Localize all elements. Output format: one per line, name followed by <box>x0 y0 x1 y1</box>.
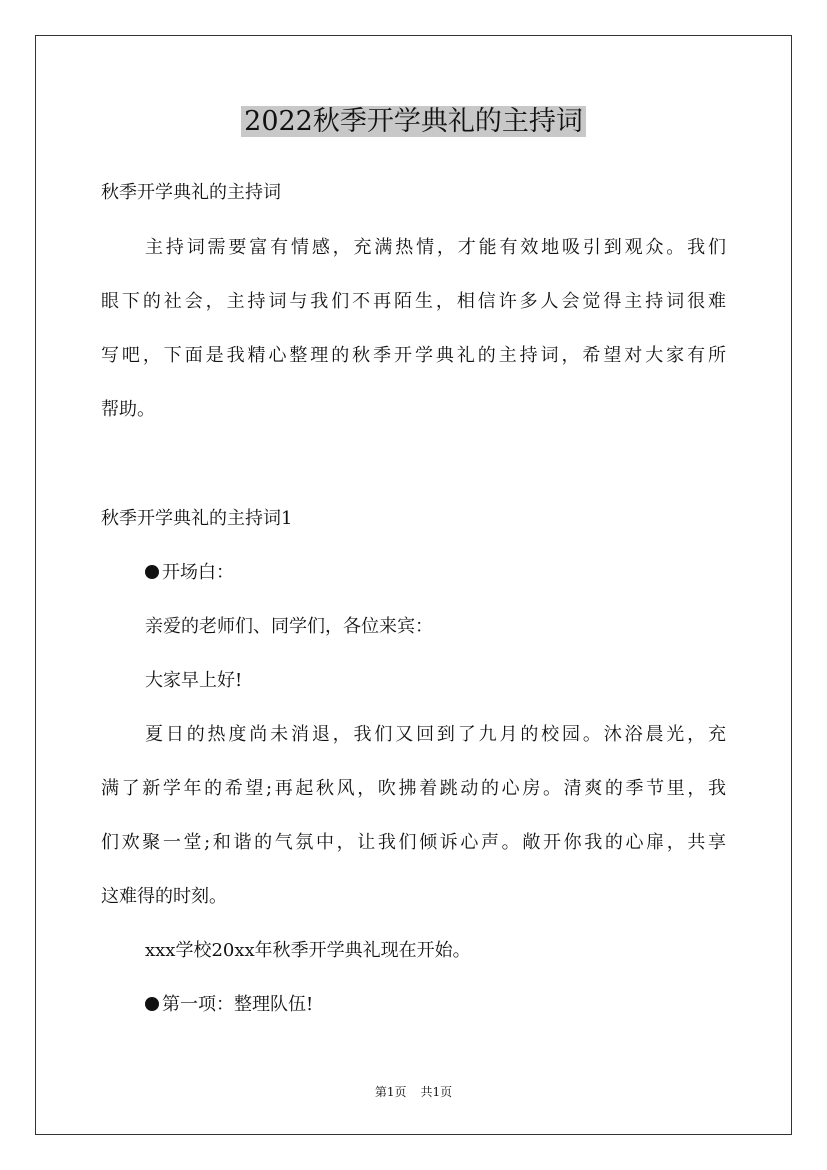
intro-line-3: 写吧，下面是我精心整理的秋季开学典礼的主持词，希望对大家有所 <box>101 345 726 366</box>
page-total: 共1页 <box>420 1085 453 1099</box>
intro-line-4: 帮助。 <box>101 399 155 420</box>
paragraph-line-4: 这难得的时刻。 <box>101 886 227 907</box>
document-subtitle: 秋季开学典礼的主持词 <box>101 182 281 203</box>
section-heading: 秋季开学典礼的主持词1 <box>101 508 293 529</box>
intro-line-1: 主持词需要富有情感，充满热情，才能有效地吸引到观众。我们 <box>145 237 726 258</box>
paragraph-line-1: 夏日的热度尚未消退，我们又回到了九月的校园。沐浴晨光，充 <box>145 724 726 745</box>
paragraph-line-2: 满了新学年的希望;再起秋风，吹拂着跳动的心房。清爽的季节里，我 <box>101 778 726 799</box>
page-number: 第1页 <box>374 1085 407 1099</box>
document-title <box>0 100 827 144</box>
agenda-item-one-text: 第一项：整理队伍! <box>162 994 314 1015</box>
good-morning-line: 大家早上好! <box>145 670 243 691</box>
start-announcement: xxx学校20xx年秋季开学典礼现在开始。 <box>145 940 471 961</box>
opening-label-line <box>145 559 234 587</box>
bullet-icon <box>145 997 159 1011</box>
paragraph-line-3: 们欢聚一堂;和谐的气氛中，让我们倾诉心声。敞开你我的心扉，共享 <box>101 832 726 853</box>
page-footer <box>0 1083 827 1101</box>
greeting-line: 亲爱的老师们、同学们，各位来宾： <box>145 616 433 637</box>
agenda-item-one <box>145 991 313 1019</box>
opening-label: 开场白： <box>162 562 234 583</box>
document-title-text: 2022秋季开学典礼的主持词 <box>241 106 586 137</box>
bullet-icon <box>145 565 159 579</box>
intro-line-2: 眼下的社会，主持词与我们不再陌生，相信许多人会觉得主持词很难 <box>101 291 726 312</box>
